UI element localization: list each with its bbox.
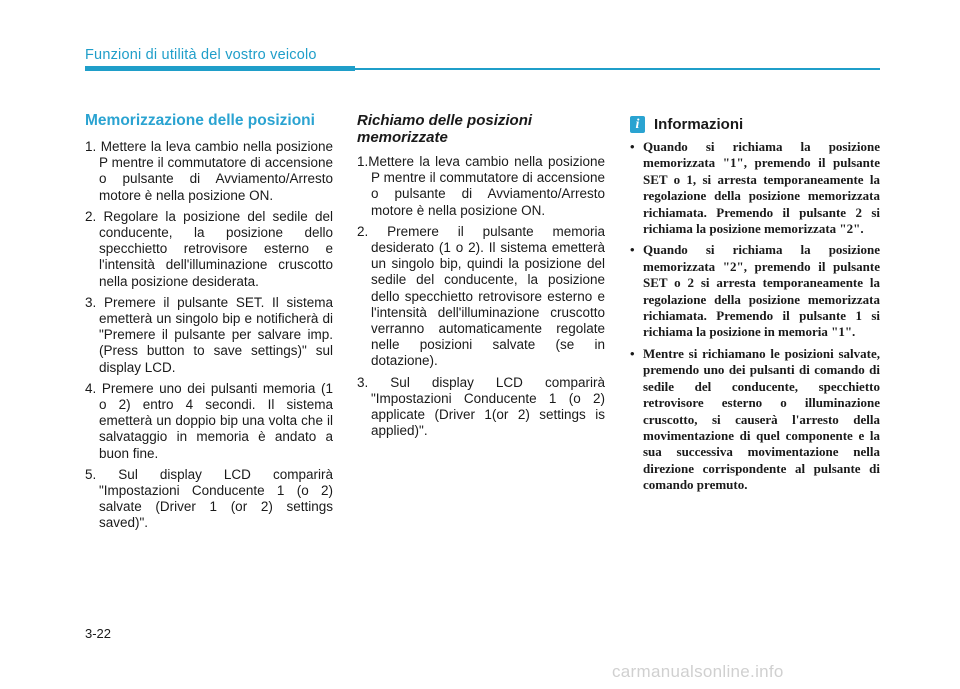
memorize-step-2: 2. Regolare la posizione del sedile del conducente, la posizione dello specchietto retrovisore esterno e l'intensità dell'illuminazione cruscotto nella posizione desiderata. bbox=[85, 208, 333, 289]
recall-step-1: 1.Mettere la leva cambio nella posizione P mentre il commutatore di accensione o pulsante di Avviamento/Arresto motore è nella posizione ON. bbox=[357, 154, 605, 218]
memorize-step-5: 5. Sul display LCD comparirà "Impostazioni Conducente 1 (o 2) salvate (Driver 1 (or 2) settings saved)". bbox=[85, 466, 333, 531]
info-list bbox=[630, 139, 880, 494]
header-rule-thin bbox=[355, 68, 880, 70]
column-info bbox=[630, 112, 880, 499]
memorize-step-3: 3. Premere il pulsante SET. Il sistema emetterà un singolo bip e notificherà di "Premere il pulsante per salvare imp. (Press button to save settings)" sul display LCD. bbox=[85, 294, 333, 375]
info-item-text: Quando si richiama la posizione memorizzata "1", premendo il pulsante SET o 1, si arresta temporaneamente la regolazione della posizione memorizzata richiamata. Premendo il pulsante 2 si richiama la posizione memorizzata "2". bbox=[643, 139, 880, 237]
info-item-3 bbox=[630, 346, 880, 494]
column-memorize bbox=[85, 112, 333, 537]
recall-step-3: 3. Sul display LCD comparirà "Impostazioni Conducente 1 (o 2) applicate (Driver 1(or 2) settings is applied)". bbox=[357, 374, 605, 439]
header-rule-thick bbox=[85, 66, 355, 71]
info-header bbox=[630, 116, 880, 133]
watermark: carmanualsonline.info bbox=[612, 662, 784, 681]
info-item-1 bbox=[630, 139, 880, 237]
memorize-step-1: 1. Mettere la leva cambio nella posizione P mentre il commutatore di accensione o pulsante di Avviamento/Arresto motore è nella posizione ON. bbox=[85, 139, 333, 203]
info-title: Informazioni bbox=[654, 116, 744, 133]
memorize-title: Memorizzazione delle posizioni bbox=[85, 112, 315, 129]
info-item-text: Quando si richiama la posizione memorizzata "2", premendo il pulsante SET o 2 si arresta temporaneamente la regolazione della posizione memorizzata richiamata. Premendo il pulsante 1 si richiama la posizione in memoria "1". bbox=[643, 242, 880, 340]
bullet-icon: • bbox=[630, 242, 635, 258]
memorize-step-4: 4. Premere uno dei pulsanti memoria (1 o 2) entro 4 secondi. Il sistema emetterà un doppio bip una volta che il salvataggio in memoria è andato a buon fine. bbox=[85, 380, 333, 461]
info-item-text: Mentre si richiamano le posizioni salvate, premendo uno dei pulsanti di comando di sedile del conducente, specchietto retrovisore esterno o illuminazione cruscotto, si causerà l'arresto della movimentazione di quel componente e la sua successiva movimentazione nella direzione corrispondente al pulsante di comando premuto. bbox=[643, 345, 880, 493]
bullet-icon: • bbox=[630, 139, 635, 154]
column-recall bbox=[357, 112, 605, 444]
recall-steps bbox=[357, 154, 605, 439]
recall-step-2: 2. Premere il pulsante memoria desiderato (1 o 2). Il sistema emetterà un singolo bip, quindi la posizione del sedile del conducente, la posizione dello specchietto retrovisore esterno e l'intensità dell'illuminazione cruscotto verranno automaticamente regolate nelle posizioni salvate (se in dotazione). bbox=[357, 223, 605, 369]
memorize-steps bbox=[85, 139, 333, 532]
bullet-icon: • bbox=[630, 345, 635, 361]
info-item-2 bbox=[630, 242, 880, 340]
page-number: 3-22 bbox=[85, 626, 112, 641]
recall-title: Richiamo delle posizioni memorizzate bbox=[357, 112, 533, 146]
section-header-title: Funzioni di utilità del vostro veicolo bbox=[85, 47, 317, 63]
info-icon: i bbox=[630, 116, 645, 133]
